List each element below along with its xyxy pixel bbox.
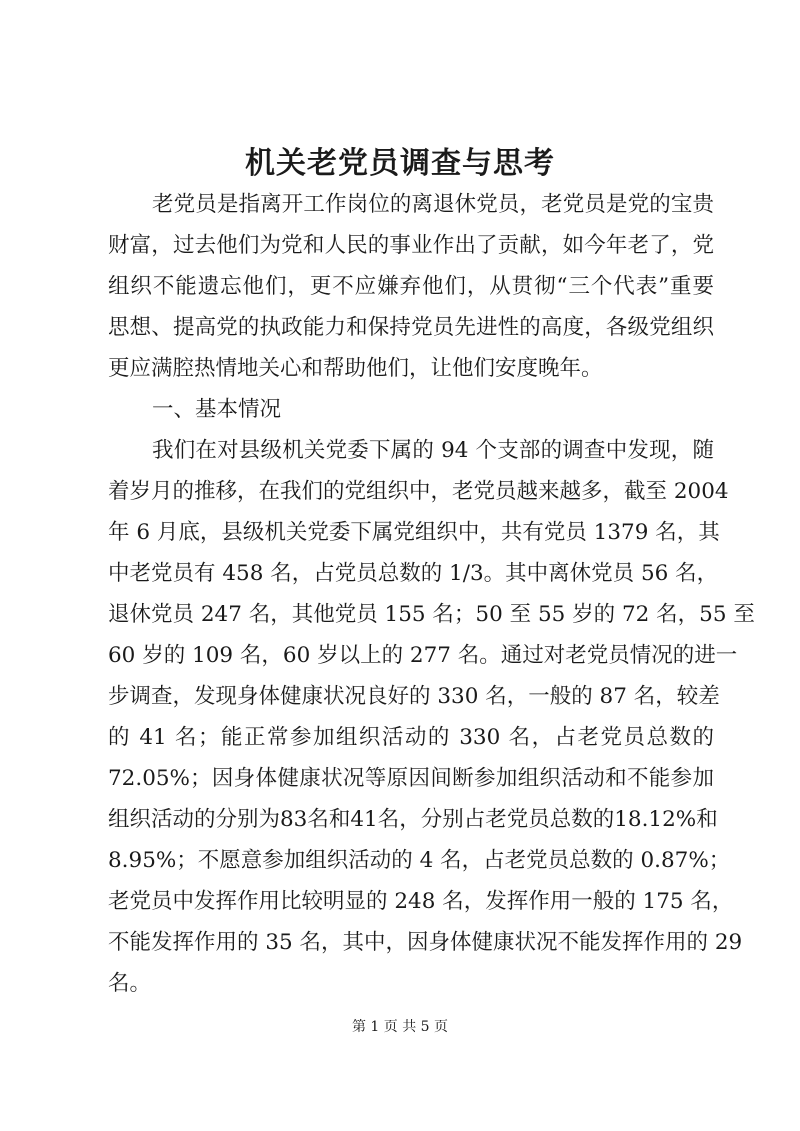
document-body (108, 184, 755, 1004)
text-line: 名。 (108, 971, 152, 996)
paragraph (108, 184, 714, 389)
text-line: 不能发挥作用的 35 名，其中，因身体健康状况不能发挥作用的 29 (108, 930, 743, 955)
text-line: 思想、提高党的执政能力和保持党员先进性的高度，各级党组织 (108, 315, 714, 340)
page-footer: 第 1 页 共 5 页 (351, 1019, 449, 1035)
text-line: 一、基本情况 (152, 397, 282, 422)
text-line: 组织不能遗忘他们，更不应嫌弃他们，从贯彻“三个代表”重要 (108, 274, 714, 299)
text-line: 年 6 月底，县级机关党委下属党组织中，共有党员 1379 名，其 (108, 520, 720, 545)
text-line: 着岁月的推移，在我们的党组织中，老党员越来越多，截至 2004 (108, 479, 729, 504)
paragraph (108, 430, 755, 1004)
text-line: 72.05%；因身体健康状况等原因间断参加组织活动和不能参加 (108, 766, 714, 791)
text-line: 8.95%；不愿意参加组织活动的 4 名，占老党员总数的 0.87%； (108, 848, 731, 873)
text-line: 财富，过去他们为党和人民的事业作出了贡献，如今年老了，党 (108, 233, 714, 258)
text-line: 更应满腔热情地关心和帮助他们，让他们安度晚年。 (108, 356, 603, 381)
text-line: 60 岁的 109 名，60 岁以上的 277 名。通过对老党员情况的进一 (108, 643, 738, 668)
text-line: 组织活动的分别为83名和41名，分别占老党员总数的18.12%和 (108, 807, 718, 832)
text-line: 中老党员有 458 名，占党员总数的 1/3。其中离休党员 56 名， (108, 561, 719, 586)
section-heading (108, 389, 714, 430)
text-line: 老党员是指离开工作岗位的离退休党员，老党员是党的宝贵 (152, 192, 714, 217)
text-line: 老党员中发挥作用比较明显的 248 名，发挥作用一般的 175 名， (108, 889, 734, 914)
text-line: 退休党员 247 名，其他党员 155 名；50 至 55 岁的 72 名，55 至 (108, 602, 755, 627)
text-line: 的 41 名；能正常参加组织活动的 330 名，占老党员总数的 (108, 725, 714, 750)
document-title: 机关老党员调查与思考 (245, 146, 555, 181)
text-line: 我们在对县级机关党委下属的 94 个支部的调查中发现，随 (152, 438, 714, 463)
text-line: 步调查，发现身体健康状况良好的 330 名，一般的 87 名，较差 (108, 684, 720, 709)
